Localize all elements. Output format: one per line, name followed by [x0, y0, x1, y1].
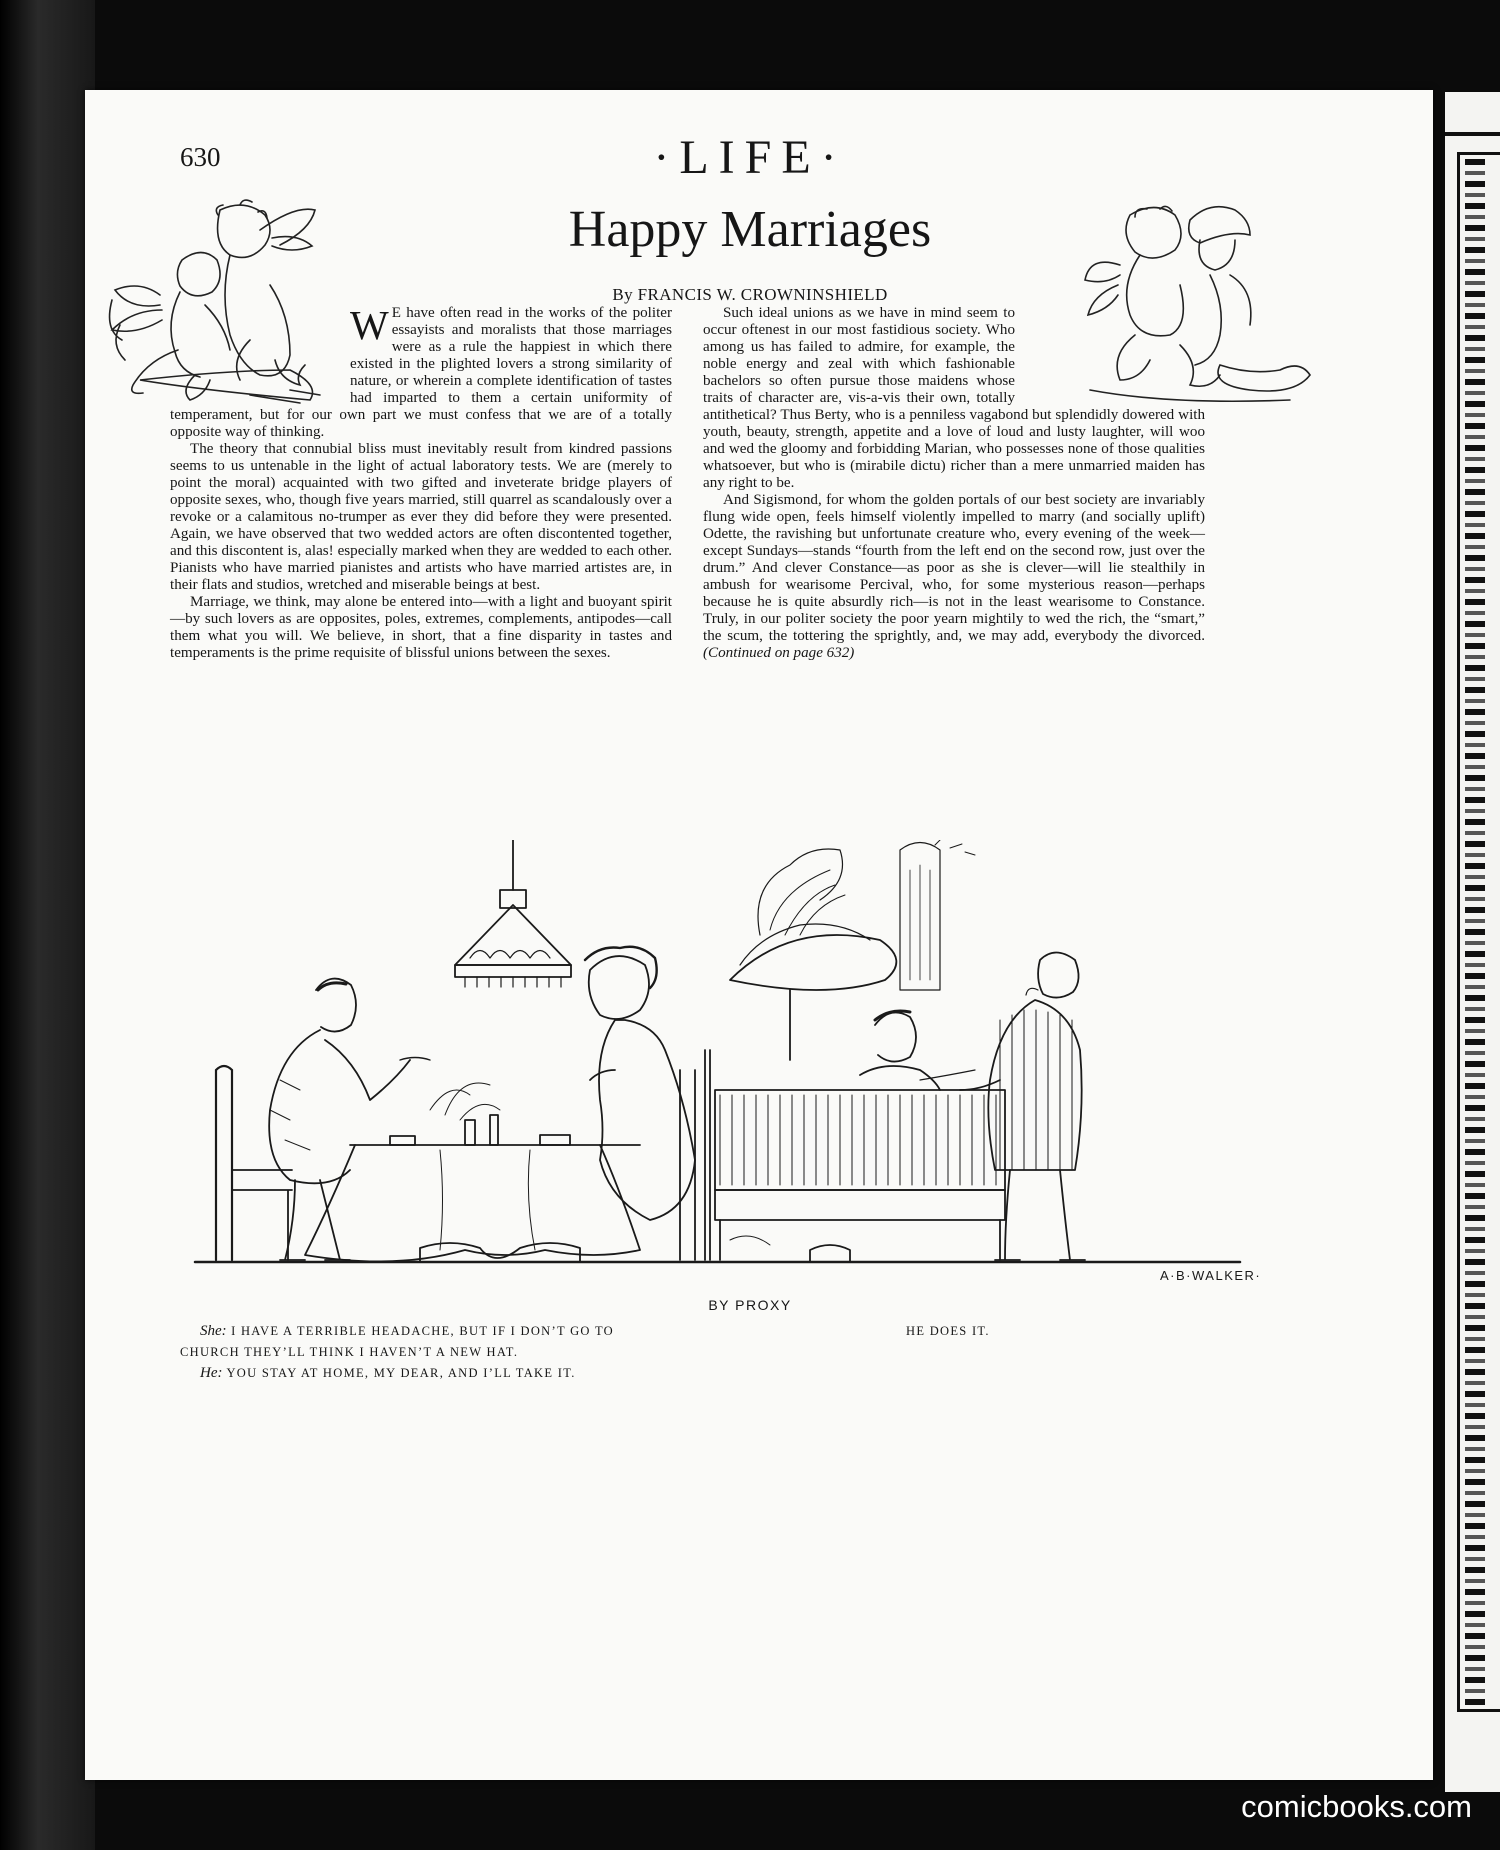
drop-cap: W — [350, 302, 389, 348]
cartoon-dialog-he-does: HE DOES IT. — [906, 1324, 990, 1338]
article-paragraph: Marriage, we think, may alone be entered into—with a light and buoyant spirit—by such lovers as are opposites, poles, extremes, complements, antipodes—call them what you will. We believe, in short, that a fine disparity in tastes and temperaments is the prime requisite of blissful unions between the sexes. — [170, 594, 672, 661]
watermark: comicbooks.com — [1241, 1789, 1472, 1824]
adjacent-page-edge — [1445, 92, 1500, 1792]
scan-edge-shadow — [0, 0, 95, 1850]
by-proxy-cartoon — [120, 840, 1330, 1285]
cartoon-dialog-she-cont — [180, 1341, 518, 1363]
headline: Happy Marriages — [568, 201, 932, 258]
illustration-wrap-space — [170, 305, 350, 405]
speaker-she: She: — [200, 1323, 227, 1339]
paragraph-text: E have often read in the works of the politer essayists and moralists that those marriages were as a rule the happiest in which there existed in the plighted lovers a strong similarity of nature, or wherein a complete identification of tastes had imparted to them a certain uniformity of temperament, but for our own part we must confess that we are of a totally opposite way of thinking. — [170, 305, 672, 440]
she-line-1: I HAVE A TERRIBLE HEADACHE, BUT IF I DON’T GO TO — [231, 1324, 614, 1338]
cartoon-dialog-she — [200, 1320, 614, 1342]
paragraph-text: And Sigismond, for whom the golden portals of our best society are invariably flung wide open, feels himself violently impelled to marry (and socially uplift) Odette, the ravishing but unfortunate creature who, every evening of the week—except Sundays—stands “fourth from the left end on the second row, just over the drum.” And clever Constance—as poor as she is clever—will lie stealthily in ambush for wearisome Percival, who, for some mysterious reason—perhaps because he is quite absurdly rich—is not in the least wearisome to Constance. Truly, in our politer society the poor yearn mightily to wed the rich, the “smart,” the scum, the tottering the sprightly, and, we may add, everybody the divorced. — [703, 492, 1205, 644]
article-paragraph — [703, 492, 1205, 662]
byline: By FRANCIS W. CROWNINSHIELD — [612, 285, 888, 304]
illustration-wrap-space — [1015, 305, 1205, 403]
he-line: YOU STAY AT HOME, MY DEAR, AND I’LL TAKE IT. — [226, 1366, 576, 1380]
she-line-2: CHURCH THEY’LL THINK I HAVEN’T A NEW HAT. — [180, 1345, 519, 1359]
continued-note: (Continued on page 632) — [703, 645, 855, 661]
article-paragraph: Such ideal unions as we have in mind seem to occur oftenest in our most fastidious society. Who among us has failed to admire, for example, the noble energy and zeal with which fashionable bachelors so often pursue those maidens whose traits of character are, vis-a-vis their own, totally antithetical? Thus Berty, who is a penniless vagabond but splendidly dowered with youth, beauty, strength, appetite and a love of loud and lusty laughter, will woo and wed the gloomy and forbidding Marian, who possesses none of those qualities whatsoever, but who is (mirabile dictu) richer than a mere unmarried maiden has any right to be. — [703, 305, 1205, 491]
page-number: 630 — [180, 142, 221, 172]
article-column-right — [703, 305, 1205, 662]
cartoon-dialog-he — [200, 1362, 576, 1384]
speaker-he: He: — [200, 1365, 223, 1381]
article-paragraph: The theory that connubial bliss must inevitably result from kindred passions seems to us untenable in the light of actual laboratory tests. We are (merely to point the moral) acquainted with two gifted and inveterate bridge players of opposite sexes, who, though five years married, still quarrel as scandalously over a revoke or a calamitous no-trumper as ever they did before they were presented. Again, we have observed that two wedded actors are often discontented together, and this discontent is, alas! especially marked when they are wedded to each other. Pianists who have married pianistes and artists who have married artistes are, in their flats and studios, wretched and miserable beings at best. — [170, 441, 672, 593]
adjacent-page-border — [1457, 152, 1500, 1712]
masthead: ·LIFE· — [653, 131, 847, 184]
artist-signature: A·B·WALKER· — [1160, 1268, 1262, 1283]
article-column-left — [170, 302, 672, 662]
cartoon-title: BY PROXY — [708, 1297, 792, 1313]
